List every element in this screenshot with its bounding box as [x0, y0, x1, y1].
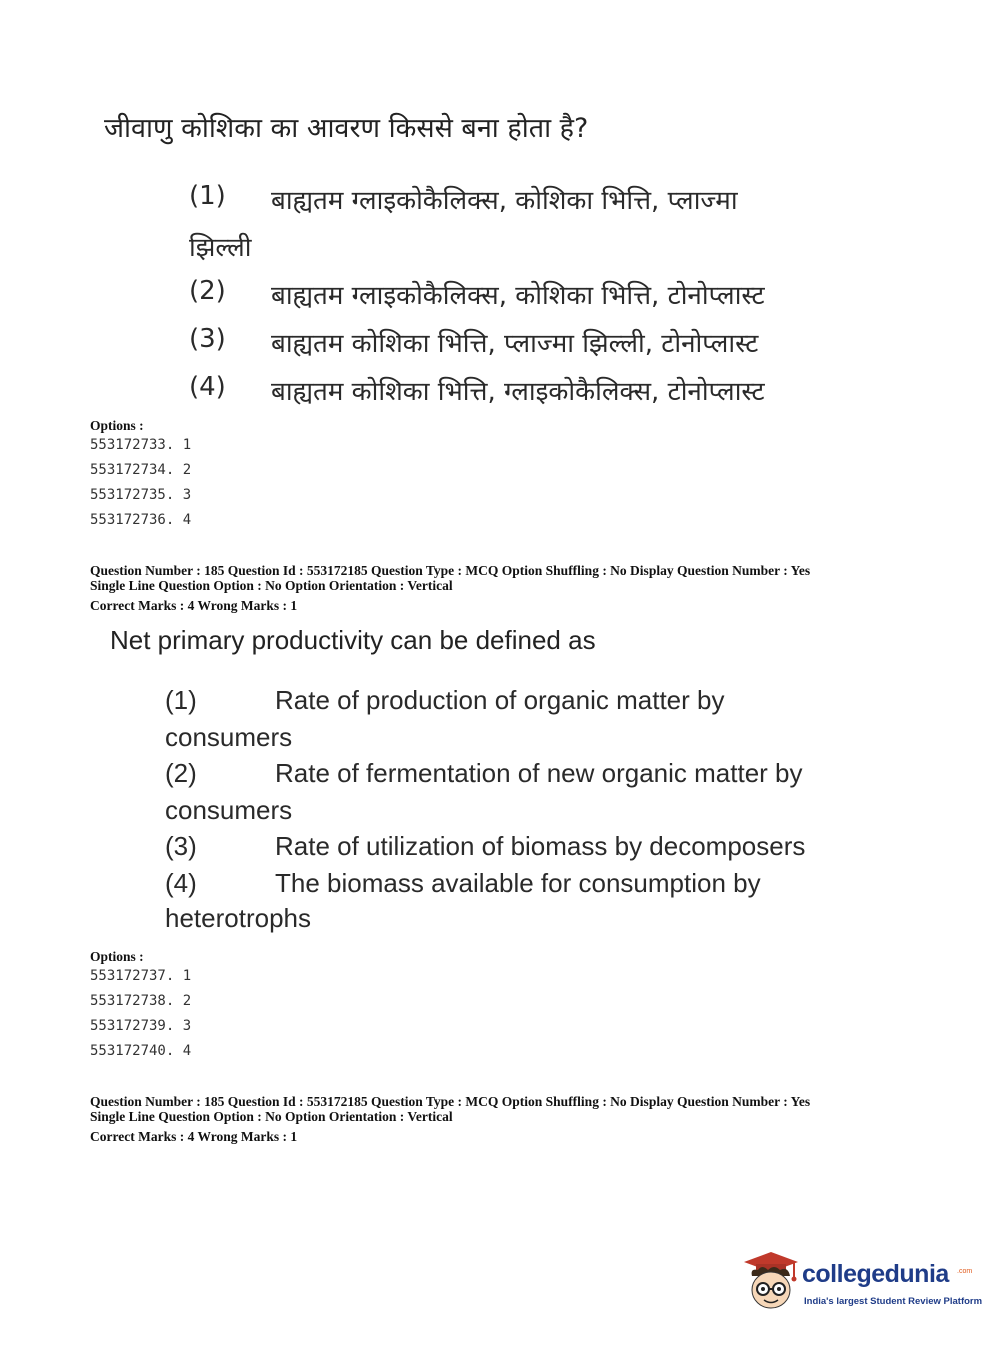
options-label: Options :	[90, 949, 144, 964]
question-1-text: जीवाणु कोशिका का आवरण किससे बना होता है?	[104, 113, 589, 144]
q1-option-1	[189, 181, 969, 215]
option-text: The biomass available for consumption by	[275, 868, 761, 898]
q2-option-4	[165, 868, 965, 900]
q1-option-id-list	[90, 433, 191, 533]
option-text: Rate of production of organic matter by	[275, 685, 725, 715]
option-id: 553172735. 3	[90, 487, 192, 503]
q2-option-4-continuation: heterotrophs	[165, 903, 311, 933]
meta-line: Single Line Question Option : No Option Orientation : Vertical	[90, 1109, 453, 1124]
option-id: 553172733. 1	[90, 437, 192, 453]
option-text: बाह्यतम ग्लाइकोकैलिक्स, कोशिका भित्ति, प्लाज्मा	[271, 186, 738, 216]
q2-option-3	[165, 831, 965, 863]
meta-line: Correct Marks : 4 Wrong Marks : 1	[90, 1129, 298, 1144]
q2-option-1-continuation: consumers	[165, 722, 293, 752]
option-number: (3)	[165, 831, 197, 861]
q2-option-2-continuation: consumers	[165, 795, 293, 825]
q2-option-id-list	[90, 964, 191, 1064]
option-id: 553172739. 3	[90, 1018, 192, 1034]
option-id: 553172738. 2	[90, 993, 192, 1009]
logo-tagline: India's largest Student Review Platform	[804, 1296, 983, 1307]
option-number: (4)	[165, 868, 197, 898]
option-text: Rate of fermentation of new organic matter by	[275, 758, 803, 788]
meta-line: Single Line Question Option : No Option Orientation : Vertical	[90, 578, 453, 593]
option-id: 553172734. 2	[90, 462, 192, 478]
logo-domain: .com	[957, 1268, 973, 1275]
meta-line: Correct Marks : 4 Wrong Marks : 1	[90, 598, 298, 613]
q2-option-2	[165, 758, 965, 790]
option-id: 553172736. 4	[90, 512, 192, 528]
option-number: (4)	[189, 372, 226, 402]
question-2-text: Net primary productivity can be defined as	[110, 625, 596, 655]
option-number: (1)	[165, 685, 197, 715]
meta-line: Question Number : 185 Question Id : 553172185 Question Type : MCQ Option Shuffling : No Display Question Number : Yes	[90, 1094, 811, 1109]
q2-option-1	[165, 685, 965, 717]
logo-wordmark: collegedunia	[802, 1260, 949, 1288]
option-number: (2)	[189, 276, 226, 306]
question-meta-1	[90, 563, 810, 613]
q1-option-3	[189, 324, 969, 358]
collegedunia-logo	[742, 1250, 983, 1320]
mascot-icon	[742, 1250, 800, 1316]
option-id: 553172740. 4	[90, 1043, 192, 1059]
option-number: (1)	[189, 181, 226, 211]
option-number: (2)	[165, 758, 197, 788]
option-id: 553172737. 1	[90, 968, 192, 984]
option-number: (3)	[189, 324, 226, 354]
q1-option-1-continuation: झिल्ली	[189, 233, 252, 263]
option-text: Rate of utilization of biomass by decomposers	[275, 831, 806, 861]
meta-line: Question Number : 185 Question Id : 553172185 Question Type : MCQ Option Shuffling : No Display Question Number : Yes	[90, 563, 811, 578]
option-text: बाह्यतम ग्लाइकोकैलिक्स, कोशिका भित्ति, टोनोप्लास्ट	[271, 281, 765, 311]
q1-option-2	[189, 276, 969, 310]
option-text: बाह्यतम कोशिका भित्ति, प्लाज्मा झिल्ली, टोनोप्लास्ट	[271, 329, 759, 359]
options-label: Options :	[90, 418, 144, 433]
question-meta-2	[90, 1094, 810, 1144]
q1-option-4	[189, 372, 969, 406]
option-text: बाह्यतम कोशिका भित्ति, ग्लाइकोकैलिक्स, टोनोप्लास्ट	[271, 377, 765, 407]
